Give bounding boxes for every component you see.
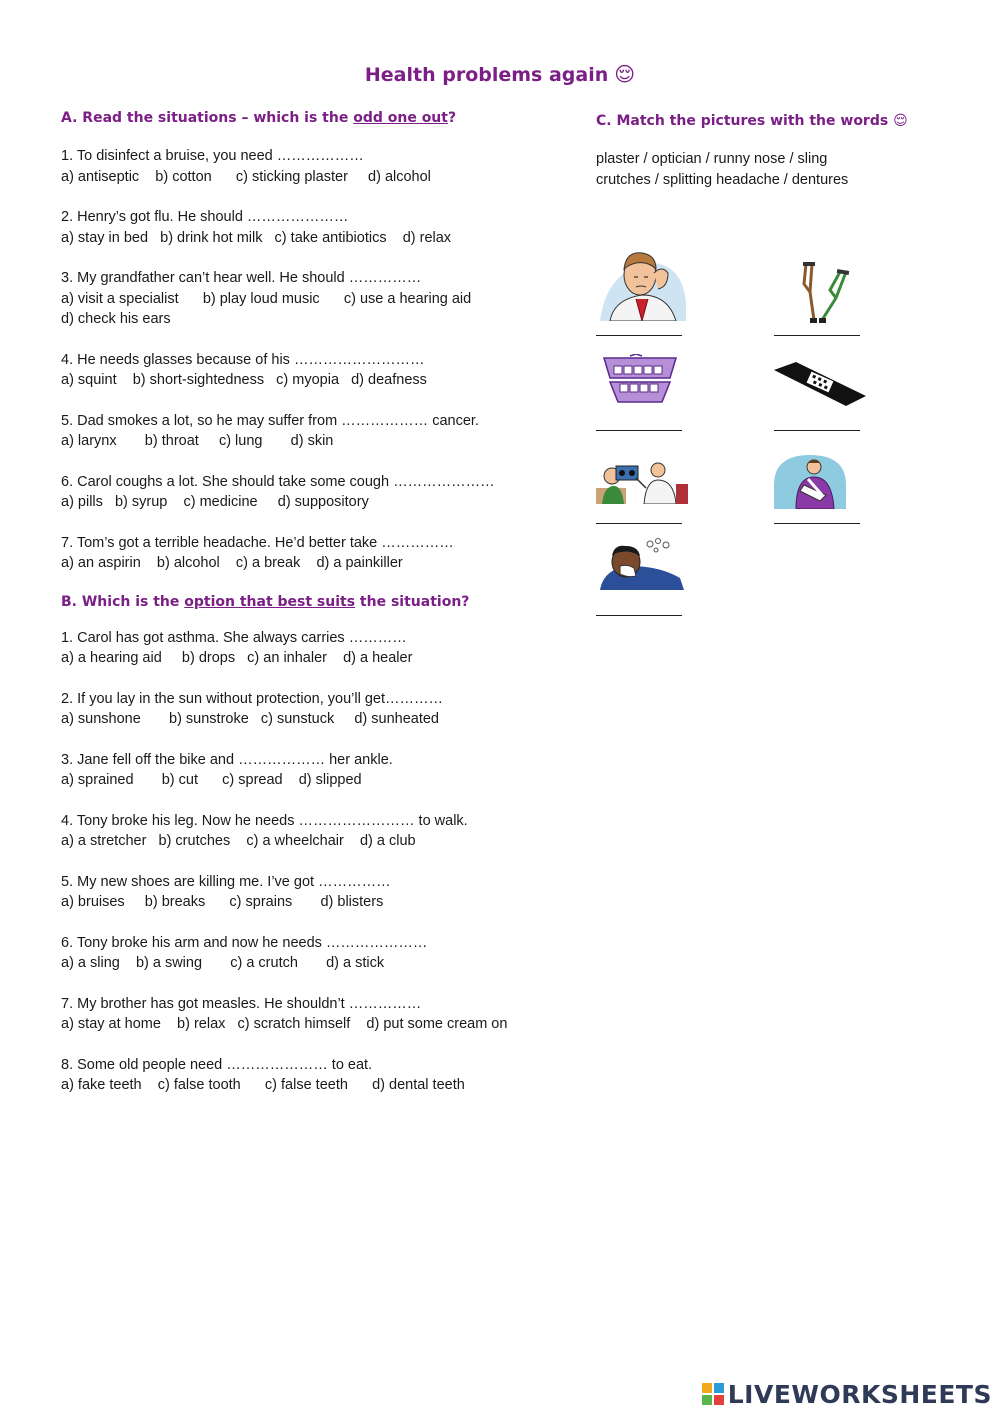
- right-column: [596, 113, 986, 190]
- question-stem: 6. Tony broke his arm and now he needs …………………: [61, 934, 428, 951]
- section-b-heading-underlined: option that best suits: [184, 593, 356, 610]
- word-bank-line: plaster / optician / runny nose / sling: [596, 151, 828, 167]
- question-stem: 5. Dad smokes a lot, so he may suffer from ……………… cancer.: [61, 412, 479, 429]
- question: [61, 350, 581, 391]
- answer-options[interactable]: a) pills b) syrup c) medicine d) suppository: [61, 494, 369, 510]
- liveworksheets-logo: [702, 1381, 992, 1407]
- answer-blank[interactable]: [596, 523, 682, 524]
- question: [61, 207, 581, 248]
- question: [61, 689, 581, 730]
- page-title: [0, 62, 1000, 86]
- optician-picture: [596, 458, 688, 504]
- answer-options[interactable]: a) antiseptic b) cotton c) sticking plaster d) alcohol: [61, 168, 431, 185]
- runny-nose-picture: [600, 538, 684, 590]
- question-stem: 7. Tom’s got a terrible headache. He’d better take ……………: [61, 534, 454, 551]
- plaster-picture: [774, 362, 866, 406]
- word-bank-line: crutches / splitting headache / dentures: [596, 171, 849, 188]
- answer-options[interactable]: a) bruises b) breaks c) sprains d) blisters: [61, 894, 384, 910]
- answer-options[interactable]: a) stay in bed b) drink hot milk c) take antibiotics d) relax: [61, 229, 452, 246]
- answer-options[interactable]: a) an aspirin b) alcohol c) a break d) a painkiller: [61, 555, 403, 571]
- smiley-icon: 😌: [893, 113, 908, 129]
- answer-options[interactable]: a) squint b) short-sightedness c) myopia d) deafness: [61, 372, 427, 388]
- section-a-heading: [61, 110, 581, 126]
- question-stem: 2. Henry’s got flu. He should …………………: [61, 209, 349, 225]
- question-stem: 7. My brother has got measles. He shouldn’t ……………: [61, 995, 422, 1012]
- question: [61, 1055, 581, 1096]
- question: [61, 811, 581, 852]
- question: [61, 533, 581, 574]
- answer-blank[interactable]: [774, 430, 860, 431]
- answer-options[interactable]: a) fake teeth c) false tooth c) false teeth d) dental teeth: [61, 1077, 465, 1093]
- section-b-heading-end: the situation?: [355, 593, 470, 610]
- crutches-picture: [800, 262, 850, 324]
- section-c-heading-text: C. Match the pictures with the words: [596, 113, 889, 129]
- question-stem: 4. Tony broke his leg. Now he needs …………………… to walk.: [61, 812, 468, 829]
- logo-grid-icon: [702, 1383, 724, 1405]
- section-a-questions: [61, 146, 581, 574]
- word-bank: [596, 149, 986, 190]
- question-stem: 4. He needs glasses because of his ………………………: [61, 351, 425, 368]
- question-stem: 6. Carol coughs a lot. She should take some cough …………………: [61, 473, 495, 490]
- question: [61, 411, 581, 452]
- answer-options[interactable]: a) sprained b) cut c) spread d) slipped: [61, 772, 362, 788]
- question: [61, 628, 581, 669]
- answer-options[interactable]: a) a sling b) a swing c) a crutch d) a stick: [61, 955, 385, 971]
- question: [61, 146, 581, 187]
- answer-blank[interactable]: [774, 335, 860, 336]
- question-stem: 1. To disinfect a bruise, you need ………………: [61, 148, 364, 164]
- answer-blank[interactable]: [596, 615, 682, 616]
- question-stem: 8. Some old people need ………………… to eat.: [61, 1056, 373, 1073]
- sling-picture: [774, 455, 846, 509]
- smiley-icon: 😌: [614, 62, 636, 86]
- answer-options[interactable]: a) larynx b) throat c) lung d) skin: [61, 433, 334, 449]
- section-b-heading: [61, 594, 581, 610]
- logo-text: LIVEWORKSHEETS: [727, 1379, 992, 1409]
- question: [61, 472, 581, 513]
- question: [61, 268, 581, 330]
- question: [61, 994, 581, 1035]
- section-b-heading-text: B. Which is the: [61, 593, 185, 610]
- answer-blank[interactable]: [596, 335, 682, 336]
- question-stem: 2. If you lay in the sun without protection, you’ll get…………: [61, 690, 444, 707]
- answer-options[interactable]: a) a hearing aid b) drops c) an inhaler d) a healer: [61, 650, 413, 666]
- left-column: [61, 110, 581, 1096]
- section-a-heading-text: A. Read the situations – which is the: [61, 110, 354, 126]
- question: [61, 933, 581, 974]
- answer-options[interactable]: a) a stretcher b) crutches c) a wheelchair d) a club: [61, 833, 416, 849]
- question: [61, 750, 581, 791]
- question-stem: 3. Jane fell off the bike and ……………… her ankle.: [61, 751, 393, 768]
- question-stem: 5. My new shoes are killing me. I’ve got ……………: [61, 873, 391, 890]
- answer-blank[interactable]: [774, 523, 860, 524]
- section-a-heading-underlined: odd one out: [353, 110, 448, 126]
- answer-blank[interactable]: [596, 430, 682, 431]
- question-stem: 3. My grandfather can’t hear well. He should ……………: [61, 270, 422, 286]
- section-c-heading: [596, 113, 986, 129]
- section-b-questions: [61, 628, 581, 1096]
- answer-options[interactable]: d) check his ears: [61, 311, 171, 327]
- question: [61, 872, 581, 913]
- answer-options[interactable]: a) stay at home b) relax c) scratch himself d) put some cream on: [61, 1016, 508, 1032]
- splitting-headache-picture: [596, 243, 688, 321]
- answer-options[interactable]: a) sunshone b) sunstroke c) sunstuck d) sunheated: [61, 711, 439, 727]
- question-stem: 1. Carol has got asthma. She always carries …………: [61, 629, 407, 646]
- answer-options[interactable]: a) visit a specialist b) play loud music c) use a hearing aid: [61, 290, 472, 307]
- title-text: Health problems again: [364, 64, 609, 86]
- dentures-picture: [600, 354, 680, 408]
- section-a-heading-end: ?: [447, 110, 457, 126]
